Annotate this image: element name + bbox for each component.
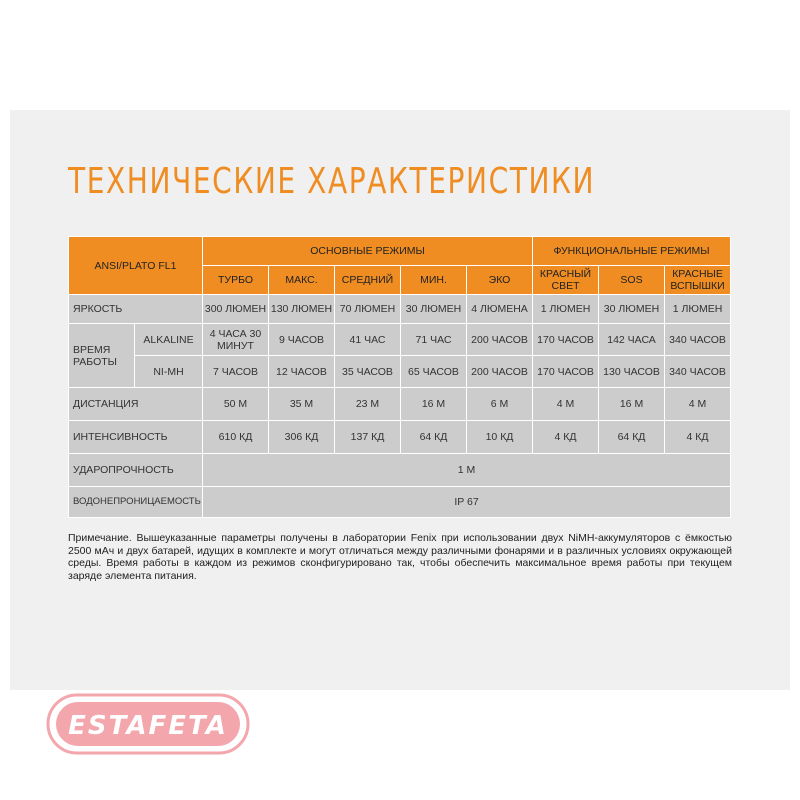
table-cell: 300 ЛЮМЕН [203, 295, 269, 324]
table-cell: 50 М [203, 388, 269, 421]
table-cell: 4 КД [665, 421, 731, 454]
table-cell: 12 ЧАСОВ [269, 356, 335, 388]
table-cell: 7 ЧАСОВ [203, 356, 269, 388]
table-cell: 41 ЧАС [335, 324, 401, 356]
table-cell: 130 ЛЮМЕН [269, 295, 335, 324]
group-main-header: ОСНОВНЫЕ РЕЖИМЫ [203, 237, 533, 266]
table-cell: 137 КД [335, 421, 401, 454]
table-cell: IP 67 [203, 487, 731, 518]
mode-header: КРАСНЫЙ СВЕТ [533, 266, 599, 295]
table-cell: 6 М [467, 388, 533, 421]
table-cell: 64 КД [599, 421, 665, 454]
row-label: ЯРКОСТЬ [69, 295, 203, 324]
table-cell: 4 ЛЮМЕНА [467, 295, 533, 324]
mode-header: КРАСНЫЕ ВСПЫШКИ [665, 266, 731, 295]
table-cell: 340 ЧАСОВ [665, 324, 731, 356]
estafeta-logo [46, 693, 250, 755]
mode-header: ТУРБО [203, 266, 269, 295]
table-cell: 200 ЧАСОВ [467, 324, 533, 356]
table-cell: 340 ЧАСОВ [665, 356, 731, 388]
table-cell: 16 М [401, 388, 467, 421]
table-cell: 71 ЧАС [401, 324, 467, 356]
sub-row-label: ALKALINE [135, 324, 203, 356]
table-row-runtime-nimh [69, 356, 731, 388]
specs-table [68, 236, 731, 518]
table-cell: 64 КД [401, 421, 467, 454]
table-row-water [69, 487, 731, 518]
table-cell: 4 КД [533, 421, 599, 454]
table-row-runtime-alkaline [69, 324, 731, 356]
row-label: ВРЕМЯ РАБОТЫ [69, 324, 135, 388]
table-cell: 170 ЧАСОВ [533, 324, 599, 356]
table-cell: 35 М [269, 388, 335, 421]
table-cell: 170 ЧАСОВ [533, 356, 599, 388]
table-row-intensity [69, 421, 731, 454]
table-cell: 130 ЧАСОВ [599, 356, 665, 388]
mode-header: МИН. [401, 266, 467, 295]
table-cell: 23 М [335, 388, 401, 421]
table-row-brightness [69, 295, 731, 324]
footnote: Примечание. Вышеуказанные параметры получены в лаборатории Fenix при использовании двух NiMH-аккумуляторов с ёмкостью 2500 мАч и двух батарей, идущих в комплекте и могут отличаться между различными фонарями и в различных условиях окружающей среды. Время работы в каждом из режимов сконфигурировано так, чтобы обеспечить максимальное время работы при текущем заряде элемента питания. [68, 532, 732, 582]
row-label: УДАРОПРОЧНОСТЬ [69, 454, 203, 487]
table-cell: 9 ЧАСОВ [269, 324, 335, 356]
table-row-distance [69, 388, 731, 421]
logo-text: ESTAFETA [68, 711, 228, 741]
table-cell: 610 КД [203, 421, 269, 454]
group-func-header: ФУНКЦИОНАЛЬНЫЕ РЕЖИМЫ [533, 237, 731, 266]
model-header: ANSI/PLATO FL1 [69, 237, 203, 295]
table-cell: 70 ЛЮМЕН [335, 295, 401, 324]
table-cell: 1 ЛЮМЕН [665, 295, 731, 324]
mode-header: SOS [599, 266, 665, 295]
page-title: ТЕХНИЧЕСКИЕ ХАРАКТЕРИСТИКИ [68, 161, 596, 202]
table-cell: 1 ЛЮМЕН [533, 295, 599, 324]
row-label: ВОДОНЕПРОНИЦАЕМОСТЬ [69, 487, 203, 518]
table-cell: 4 М [533, 388, 599, 421]
table-cell: 30 ЛЮМЕН [401, 295, 467, 324]
mode-header: СРЕДНИЙ [335, 266, 401, 295]
table-cell: 306 КД [269, 421, 335, 454]
mode-header: ЭКО [467, 266, 533, 295]
table-cell: 4 М [665, 388, 731, 421]
table-cell: 35 ЧАСОВ [335, 356, 401, 388]
table-cell: 200 ЧАСОВ [467, 356, 533, 388]
mode-header: МАКС. [269, 266, 335, 295]
row-label: ИНТЕНСИВНОСТЬ [69, 421, 203, 454]
table-cell: 10 КД [467, 421, 533, 454]
table-cell: 30 ЛЮМЕН [599, 295, 665, 324]
table-cell: 16 М [599, 388, 665, 421]
table-cell: 65 ЧАСОВ [401, 356, 467, 388]
row-label: ДИСТАНЦИЯ [69, 388, 203, 421]
table-row-impact [69, 454, 731, 487]
table-cell: 142 ЧАСА [599, 324, 665, 356]
table-cell: 4 ЧАСА 30 МИНУТ [203, 324, 269, 356]
sub-row-label: NI-MH [135, 356, 203, 388]
table-cell: 1 М [203, 454, 731, 487]
